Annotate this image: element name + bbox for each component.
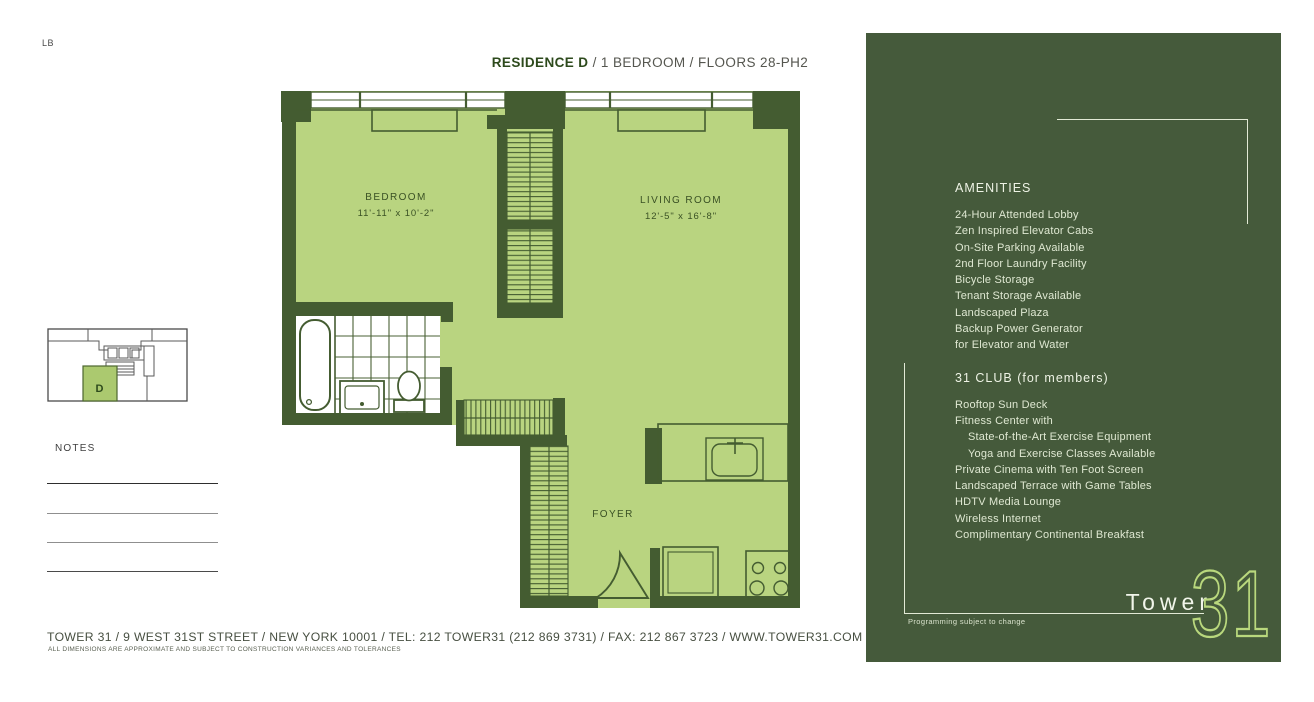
bedroom-dims: 11'-11" x 10'-2": [357, 208, 435, 219]
club-item: Complimentary Continental Breakfast: [955, 529, 1145, 542]
page-title: [380, 55, 920, 70]
amenities-panel: [866, 33, 1281, 662]
footer-contact: TOWER 31 / 9 WEST 31ST STREET / NEW YORK 10001 / TEL: 212 TOWER31 (212 869 3731) / FAX: 212 867 3723 / WWW.TOWER31.COM: [47, 630, 863, 644]
closet-hatch-upper: [507, 132, 553, 220]
programming-note: Programming subject to change: [908, 617, 1026, 626]
club-heading: 31 CLUB (for members): [955, 370, 1109, 385]
closet-hatch-lower: [507, 229, 553, 303]
title-details: / 1 BEDROOM / FLOORS 28-PH2: [588, 55, 809, 70]
title-residence: RESIDENCE D: [491, 55, 589, 70]
club-item: Wireless Internet: [955, 512, 1041, 525]
amenity-item: Bicycle Storage: [955, 274, 1035, 287]
footer-disclaimer: ALL DIMENSIONS ARE APPROXIMATE AND SUBJECT TO CONSTRUCTION VARIANCES AND TOLERANCES: [48, 646, 401, 653]
amenity-item: for Elevator and Water: [955, 339, 1070, 352]
tower-wordmark: Tower: [1125, 589, 1212, 615]
bathroom-area: [296, 316, 440, 414]
amenity-item: 24-Hour Attended Lobby: [955, 209, 1079, 221]
club-item: Fitness Center with: [955, 414, 1053, 427]
living-room-label: LIVING ROOM: [639, 195, 723, 206]
window-band-living: [565, 92, 753, 108]
amenity-item: Tenant Storage Available: [955, 290, 1082, 303]
amenities-heading: AMENITIES: [955, 181, 1032, 195]
amenities-list-block: [955, 181, 1255, 543]
amenity-item: On-Site Parking Available: [955, 241, 1085, 254]
notes-line: [47, 513, 218, 514]
notes-line: [47, 483, 218, 484]
notes-line: [47, 571, 218, 572]
amenity-item: Landscaped Plaza: [955, 306, 1049, 319]
foyer-label: FOYER: [592, 509, 634, 520]
closet-hatch-foyer: [530, 446, 568, 596]
key-plan: [40, 322, 195, 410]
notes-label: NOTES: [55, 443, 96, 454]
amenity-item: Backup Power Generator: [955, 323, 1083, 336]
club-item: Rooftop Sun Deck: [955, 398, 1048, 411]
club-item: State-of-the-Art Exercise Equipment: [968, 431, 1152, 444]
vanity-sink-icon: [340, 381, 384, 414]
bedroom-label: BEDROOM: [365, 192, 427, 203]
club-item: Yoga and Exercise Classes Available: [968, 447, 1156, 460]
amenity-item: 2nd Floor Laundry Facility: [955, 257, 1087, 270]
bathtub-icon: [300, 320, 330, 410]
key-plan-unit-label: D: [95, 383, 105, 395]
club-item: HDTV Media Lounge: [955, 496, 1062, 509]
floor-plan-drawing: [275, 85, 820, 620]
sheet-code: LB: [42, 38, 55, 48]
closet-hatch-entry: [464, 400, 553, 435]
amenity-item: Zen Inspired Elevator Cabs: [955, 225, 1094, 238]
notes-line: [47, 542, 218, 543]
window-band-bedroom: [311, 92, 505, 108]
club-item: Private Cinema with Ten Foot Screen: [955, 463, 1144, 476]
tower-31-numeral: 31: [1191, 551, 1273, 656]
living-room-dims: 12'-5" x 16'-8": [645, 211, 717, 222]
club-item: Landscaped Terrace with Game Tables: [955, 480, 1152, 493]
